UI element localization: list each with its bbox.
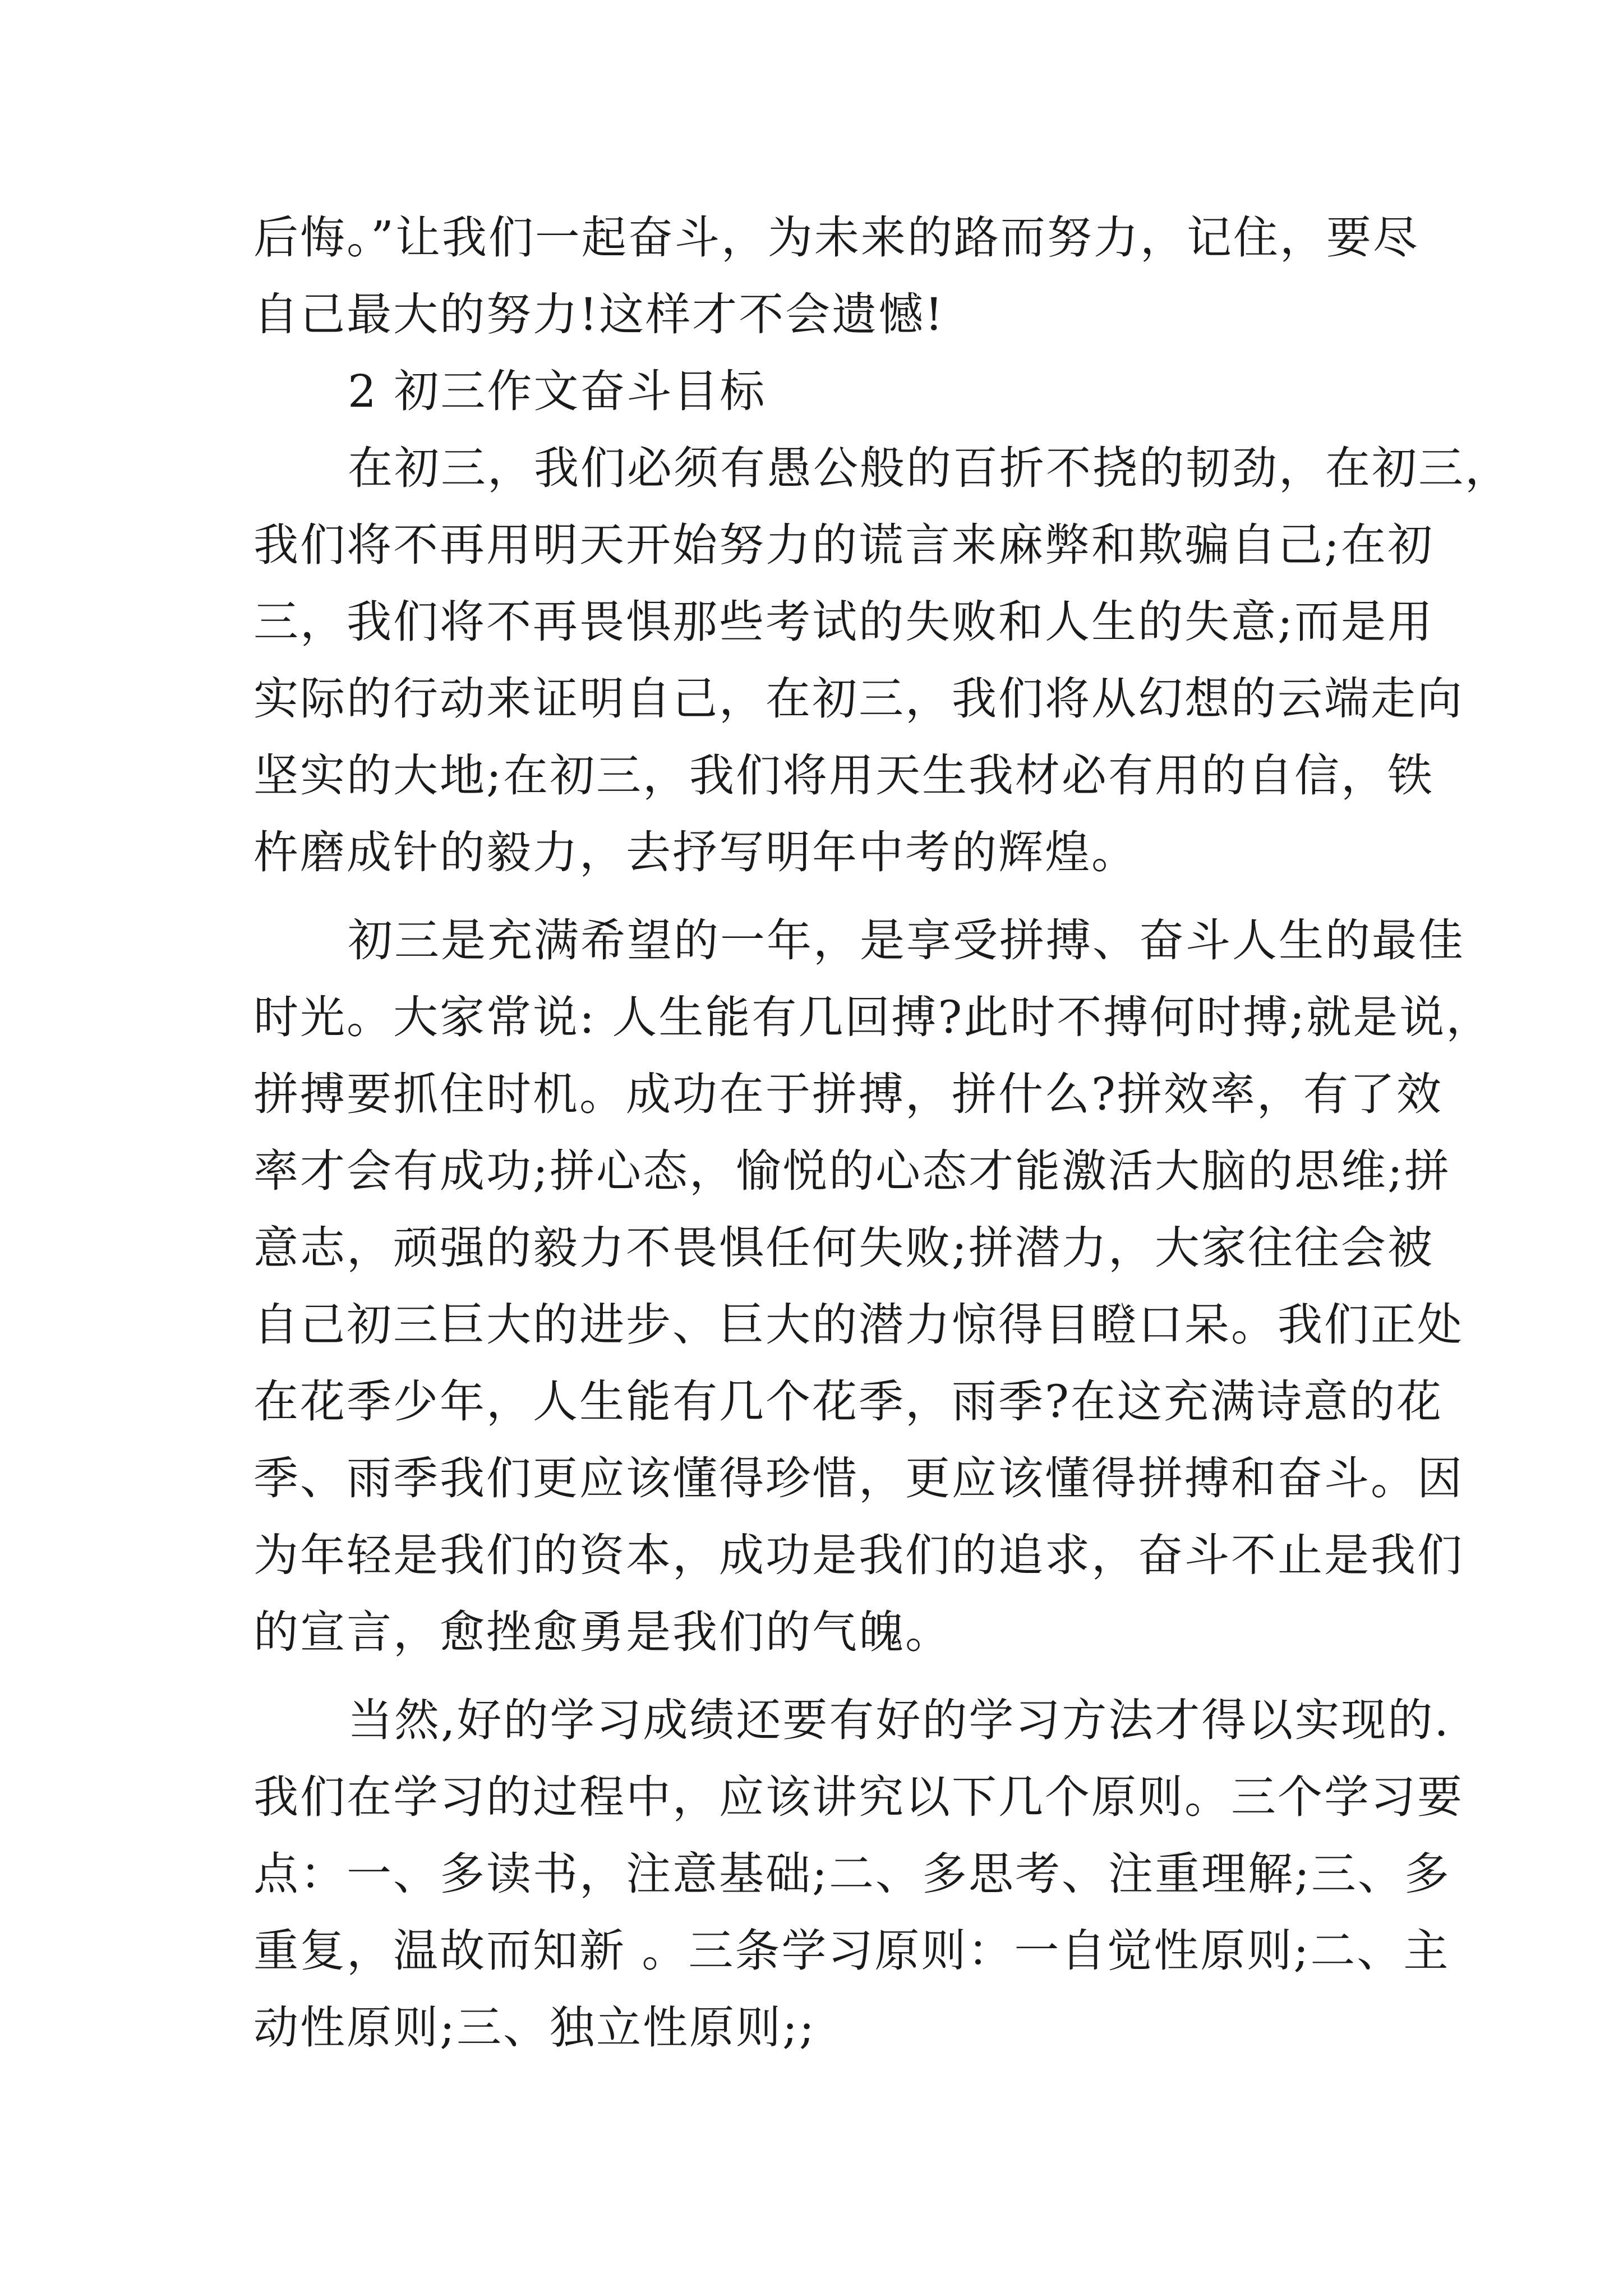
paragraph-2: [253, 902, 1493, 1671]
text-line: 季、雨季我们更应该懂得珍惜，更应该懂得拼搏和奋斗。因: [253, 1452, 1464, 1504]
section-heading: [253, 353, 1386, 430]
paragraph-gap: [253, 1671, 1386, 1682]
text-line: 在初三，我们必须有愚公般的百折不挠的韧劲，在初三，: [348, 442, 1511, 494]
text-line: 的宣言，愈挫愈勇是我们的气魄。: [253, 1606, 952, 1658]
text-line: 后悔。”让我们一起奋斗，为未来的路而努力，记住，要尽: [253, 211, 1419, 264]
text-line: 自己最大的努力!这样才不会遗憾!: [253, 288, 945, 341]
paragraph-1: [253, 430, 1511, 891]
text-line: 实际的行动来证明自己，在初三，我们将从幻想的云端走向: [253, 673, 1464, 725]
text-line: 杵磨成针的毅力，去抒写明年中考的辉煌。: [253, 826, 1138, 878]
text-line: 动性原则;三、独立性原则;;: [253, 2001, 816, 2054]
text-line: 拼搏要抓住时机。成功在于拼搏，拼什么?拼效率，有了效: [253, 1068, 1443, 1120]
paragraph-3: [253, 1682, 1464, 2066]
text-line: 意志，顽强的毅力不畏惧任何失败;拼潜力，大家往往会被: [253, 1222, 1434, 1274]
text-line: 我们将不再用明天开始努力的谎言来麻弊和欺骗自己;在初: [253, 519, 1434, 571]
text-line: 为年轻是我们的资本，成功是我们的追求，奋斗不止是我们: [253, 1529, 1464, 1581]
text-line: 自己初三巨大的进步、巨大的潜力惊得目瞪口呆。我们正处: [253, 1299, 1464, 1351]
text-line: 率才会有成功;拼心态，愉悦的心态才能激活大脑的思维;拼: [253, 1145, 1451, 1197]
text-line: 初三是充满希望的一年，是享受拼搏、奋斗人生的最佳: [348, 914, 1465, 967]
text-line: 重复，温故而知新 。三条学习原则：一自觉性原则;二、主: [253, 1925, 1450, 1977]
text-line: 我们在学习的过程中，应该讲究以下几个原则。三个学习要: [253, 1771, 1464, 1823]
paragraph-gap: [253, 891, 1386, 902]
text-line: 点：一、多读书，注意基础;二、多思考、注重理解;三、多: [253, 1848, 1451, 1900]
text-line: 在花季少年，人生能有几个花季，雨季?在这充满诗意的花: [253, 1375, 1443, 1428]
text-line: 当然,好的学习成绩还要有好的学习方法才得以实现的.: [348, 1694, 1450, 1746]
heading-text: 2 初三作文奋斗目标: [348, 365, 767, 417]
text-line: 时光。大家常说: 人生能有几回搏?此时不搏何时搏;就是说，: [253, 991, 1493, 1043]
document-body: [253, 199, 1511, 2066]
text-line: 坚实的大地;在初三，我们将用天生我材必有用的自信，铁: [253, 749, 1434, 802]
text-line: 三，我们将不再畏惧那些考试的失败和人生的失意;而是用: [253, 596, 1434, 648]
paragraph-intro-end: [253, 199, 1419, 353]
